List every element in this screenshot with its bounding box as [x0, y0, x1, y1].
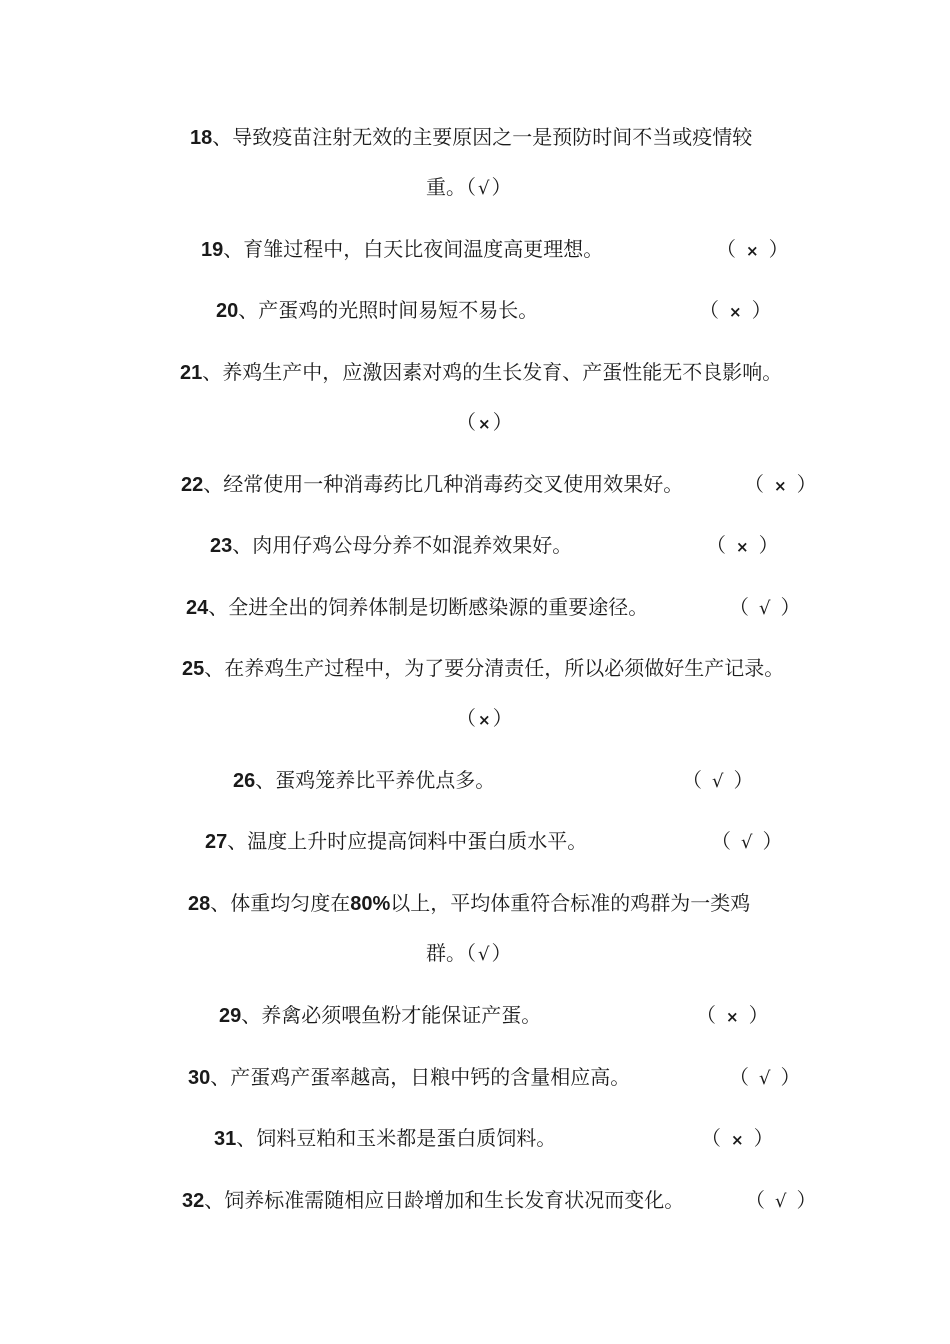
question-text: 、饲养标准需随相应日龄增加和生长发育状况而变化。 — [204, 1188, 685, 1212]
question-number: 26 — [233, 770, 256, 792]
question-18-continuation — [0, 167, 950, 207]
question-number: 30 — [188, 1067, 211, 1089]
answer-mark: （ √ ） — [745, 1180, 816, 1222]
answer-mark: （ × ） — [706, 525, 779, 567]
check-icon: √ — [759, 598, 771, 619]
check-icon: √ — [759, 1068, 771, 1089]
cross-icon: × — [774, 477, 787, 495]
question-29 — [0, 995, 950, 1035]
question-number: 23 — [210, 535, 233, 557]
question-text: 、全进全出的饲养体制是切断感染源的重要途径。 — [208, 595, 649, 619]
question-23 — [0, 525, 950, 565]
question-21-mark-line — [0, 402, 950, 442]
question-text: 、养禽必须喂鱼粉才能保证产蛋。 — [241, 1003, 542, 1027]
check-icon: √ — [478, 178, 490, 199]
answer-mark: （ × ） — [716, 229, 789, 271]
question-20 — [0, 290, 950, 330]
question-number: 19 — [201, 239, 224, 261]
cross-icon: × — [478, 415, 491, 433]
answer-mark: （ × ） — [696, 995, 769, 1037]
question-30 — [0, 1057, 950, 1097]
question-number: 24 — [186, 597, 209, 619]
check-icon: √ — [741, 832, 753, 853]
question-31 — [0, 1118, 950, 1158]
question-text: 、蛋鸡笼养比平养优点多。 — [255, 768, 496, 792]
answer-mark: （ √ ） — [466, 941, 511, 965]
question-18 — [0, 117, 950, 157]
question-26 — [0, 760, 950, 800]
question-text: 、养鸡生产中，应激因素对鸡的生长发育、产蛋性能无不良影响。 — [202, 360, 783, 384]
question-number: 31 — [214, 1128, 237, 1150]
question-19 — [0, 229, 950, 269]
question-number: 27 — [205, 831, 228, 853]
question-text: 、导致疫苗注射无效的主要原因之一是预防时间不当或疫情较 — [212, 125, 753, 149]
question-28 — [0, 883, 950, 923]
answer-mark: （ √ ） — [729, 587, 800, 629]
question-28-continuation — [0, 933, 950, 973]
cross-icon: × — [731, 1131, 744, 1149]
cross-icon: × — [746, 242, 759, 260]
question-25-mark-line — [0, 698, 950, 738]
question-text: 、肉用仔鸡公母分养不如混养效果好。 — [232, 533, 573, 557]
question-text: 、产蛋鸡产蛋率越高，日粮中钙的含量相应高。 — [210, 1065, 631, 1089]
cross-icon: × — [478, 711, 491, 729]
question-number: 25 — [182, 658, 205, 680]
question-21 — [0, 352, 950, 392]
question-25 — [0, 648, 950, 688]
answer-mark: （ √ ） — [682, 760, 753, 802]
question-text: 、育雏过程中，白天比夜间温度高更理想。 — [223, 237, 604, 261]
question-number: 28 — [188, 893, 211, 915]
question-number: 32 — [182, 1190, 205, 1212]
question-32 — [0, 1180, 950, 1220]
question-number: 22 — [181, 474, 204, 496]
question-text-continuation: 重。 — [426, 175, 466, 199]
question-number: 20 — [216, 300, 239, 322]
question-text: 、体重均匀度在 — [210, 891, 351, 915]
answer-mark: （ × ） — [701, 1118, 774, 1160]
question-text-continuation: 群。 — [426, 941, 466, 965]
percentage-value: 80% — [350, 893, 391, 915]
question-27 — [0, 821, 950, 861]
cross-icon: × — [726, 1008, 739, 1026]
question-22 — [0, 464, 950, 504]
cross-icon: × — [736, 538, 749, 556]
answer-mark: （ × ） — [456, 402, 513, 444]
answer-mark: （ × ） — [744, 464, 817, 506]
answer-mark: （ × ） — [456, 698, 513, 740]
question-text: 、产蛋鸡的光照时间易短不易长。 — [238, 298, 539, 322]
question-text: 、饲料豆粕和玉米都是蛋白质饲料。 — [236, 1126, 557, 1150]
answer-mark: （ √ ） — [466, 175, 511, 199]
question-text: 以上，平均体重符合标准的鸡群为一类鸡 — [390, 891, 751, 915]
answer-mark: （ √ ） — [729, 1057, 800, 1099]
question-text: 、经常使用一种消毒药比几种消毒药交叉使用效果好。 — [203, 472, 684, 496]
check-icon: √ — [478, 944, 490, 965]
check-icon: √ — [775, 1191, 787, 1212]
check-icon: √ — [712, 771, 724, 792]
question-number: 21 — [180, 362, 203, 384]
question-text: 、温度上升时应提高饲料中蛋白质水平。 — [227, 829, 588, 853]
question-number: 29 — [219, 1005, 242, 1027]
question-24 — [0, 587, 950, 627]
question-number: 18 — [190, 127, 213, 149]
question-text: 、在养鸡生产过程中，为了要分清责任，所以必须做好生产记录。 — [204, 656, 785, 680]
answer-mark: （ √ ） — [711, 821, 782, 863]
cross-icon: × — [729, 303, 742, 321]
answer-mark: （ × ） — [699, 290, 772, 332]
